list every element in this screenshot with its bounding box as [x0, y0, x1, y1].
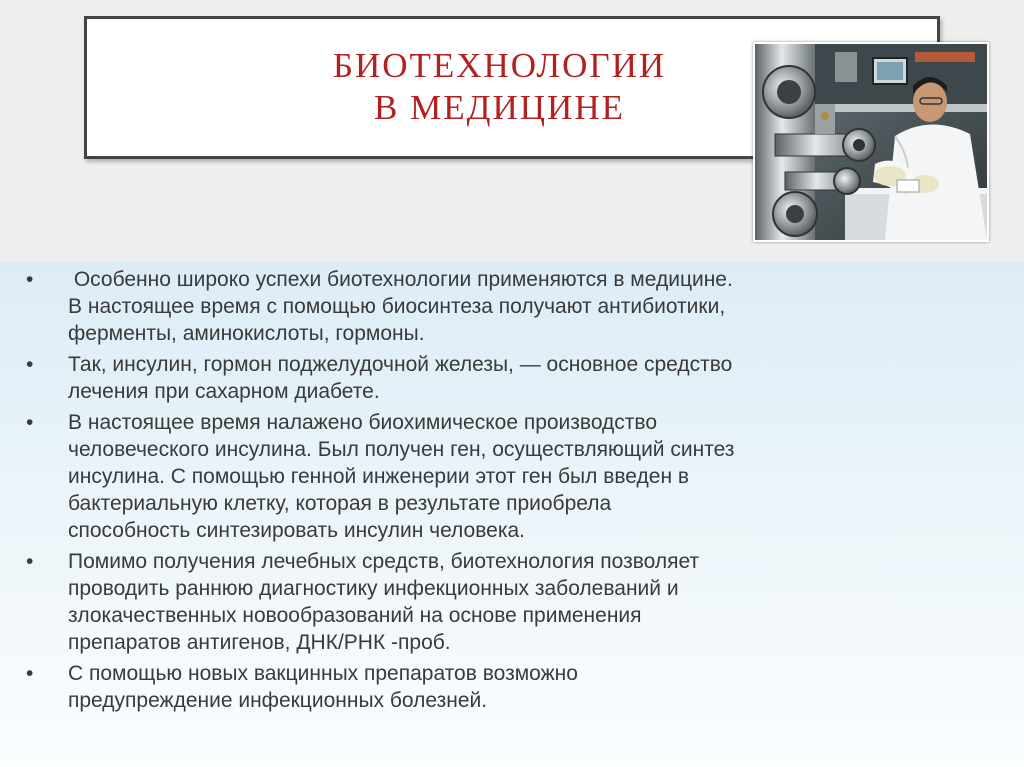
bullet-line: препаратов антигенов, ДНК/РНК -проб. [68, 631, 451, 654]
bullet-line: проводить раннюю диагностику инфекционных заболеваний и [68, 577, 679, 600]
lab-photo [753, 42, 989, 242]
bullet-item [22, 266, 1012, 347]
bullet-line: человеческого инсулина. Был получен ген, осуществляющий синтез [68, 438, 735, 461]
bullet-line: предупреждение инфекционных болезней. [68, 689, 488, 712]
bullet-item [22, 409, 1012, 544]
bullet-line: лечения при сахарном диабете. [68, 380, 380, 403]
bullet-marker: • [26, 268, 34, 291]
bullet-line: Помимо получения лечебных средств, биотехнология позволяет [68, 550, 700, 573]
bullet-line: С помощью новых вакцинных препаратов возможно [68, 662, 578, 685]
bullet-item [22, 351, 1012, 405]
bullet-marker: • [26, 550, 34, 573]
bullet-item [22, 660, 1012, 714]
bullet-line: Особенно широко успехи биотехнологии применяются в медицине. [68, 268, 733, 291]
title-line-1: БИОТЕХНОЛОГИИ [332, 46, 667, 85]
bullet-marker: • [26, 353, 34, 376]
bullet-line: бактериальную клетку, которая в результате приобрела [68, 492, 612, 515]
bullet-line: способность синтезировать инсулин человека. [68, 519, 525, 542]
bullet-line: Так, инсулин, гормон поджелудочной железы, — основное средство [68, 353, 733, 376]
bullet-line: злокачественных новообразований на основе применения [68, 604, 642, 627]
bullet-line: В настоящее время налажено биохимическое производство [68, 411, 658, 434]
bullet-item [22, 548, 1012, 656]
bullet-marker: • [26, 411, 34, 434]
bullet-line: ферменты, аминокислоты, гормоны. [68, 322, 425, 345]
bullet-line: инсулина. С помощью генной инженерии этот ген был введен в [68, 465, 690, 488]
bullet-list [22, 266, 1012, 718]
title-line-2: В МЕДИЦИНЕ [374, 88, 625, 127]
bullet-marker: • [26, 662, 34, 685]
bullet-line: В настоящее время с помощью биосинтеза получают антибиотики, [68, 295, 726, 318]
